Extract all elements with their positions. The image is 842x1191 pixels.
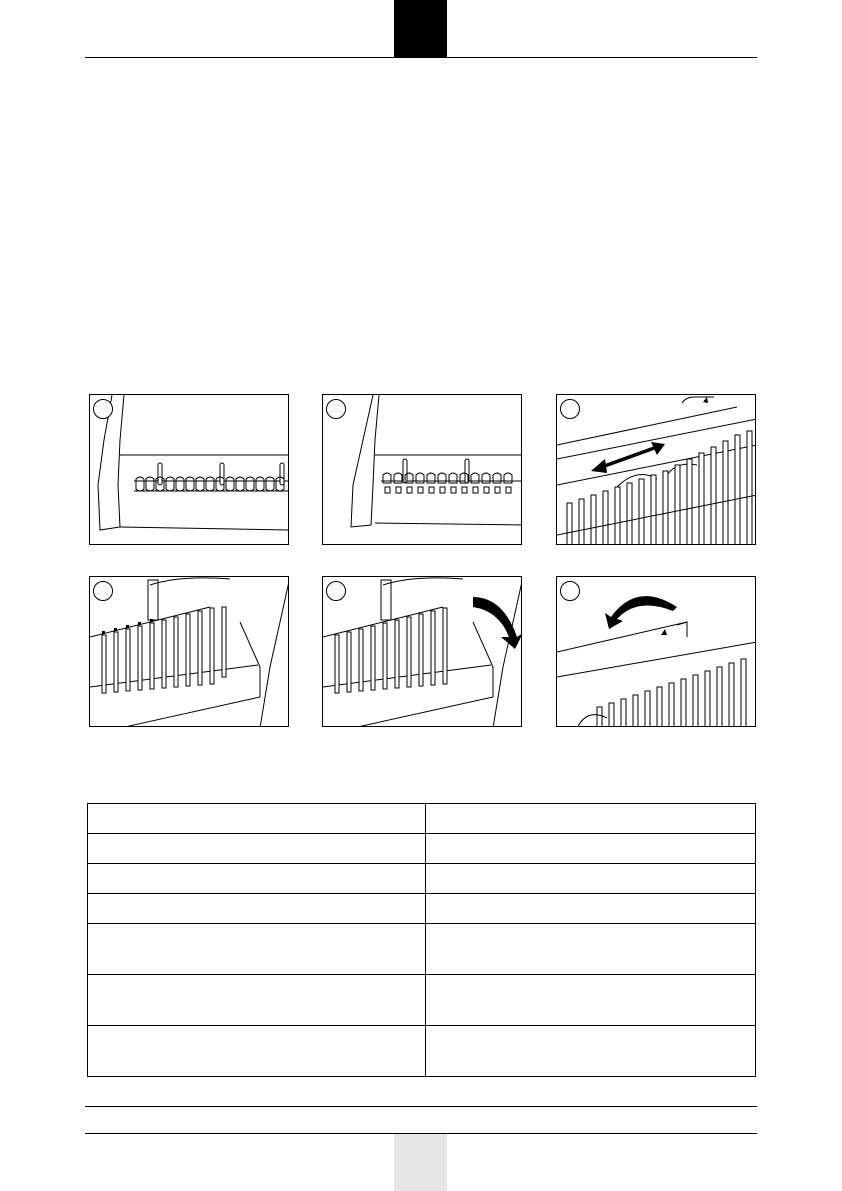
table-cell	[88, 1026, 426, 1077]
table-cell	[88, 804, 426, 834]
table-cell	[426, 924, 756, 975]
table-row	[88, 834, 756, 864]
figure-step-2	[322, 394, 522, 545]
figure-step-6	[556, 576, 756, 727]
table-cell	[426, 1026, 756, 1077]
figure-step-5	[322, 576, 522, 727]
table-row	[88, 804, 756, 834]
comb-insert-icon	[90, 395, 289, 545]
table-cell	[88, 864, 426, 894]
header-rule	[85, 57, 757, 58]
figure-step-1	[89, 394, 289, 545]
step-number-circle	[560, 581, 580, 601]
footer-rule-top	[85, 1106, 757, 1107]
step-number-circle	[93, 581, 113, 601]
table-row	[88, 864, 756, 894]
document-comb-icon	[90, 577, 289, 727]
slide-adjust-icon	[557, 395, 756, 545]
table-cell	[426, 894, 756, 924]
table-row	[88, 975, 756, 1026]
table-cell	[88, 834, 426, 864]
table-cell	[426, 864, 756, 894]
page-number-tab	[394, 1134, 447, 1191]
step-number-circle	[560, 399, 580, 419]
table-cell	[426, 975, 756, 1026]
figure-step-4	[89, 576, 289, 727]
table-cell	[426, 834, 756, 864]
table-row	[88, 894, 756, 924]
close-lever-icon	[323, 577, 522, 727]
step-number-circle	[93, 399, 113, 419]
figure-step-3	[556, 394, 756, 545]
header-tab	[394, 0, 447, 57]
specification-table	[87, 803, 756, 1077]
rotate-back-icon	[557, 577, 756, 727]
table-cell	[426, 804, 756, 834]
table-row	[88, 1026, 756, 1077]
table-cell	[88, 894, 426, 924]
step-number-circle	[326, 399, 346, 419]
table-cell	[88, 975, 426, 1026]
step-number-circle	[326, 581, 346, 601]
table-row	[88, 924, 756, 975]
table-cell	[88, 924, 426, 975]
comb-open-icon	[323, 395, 522, 545]
